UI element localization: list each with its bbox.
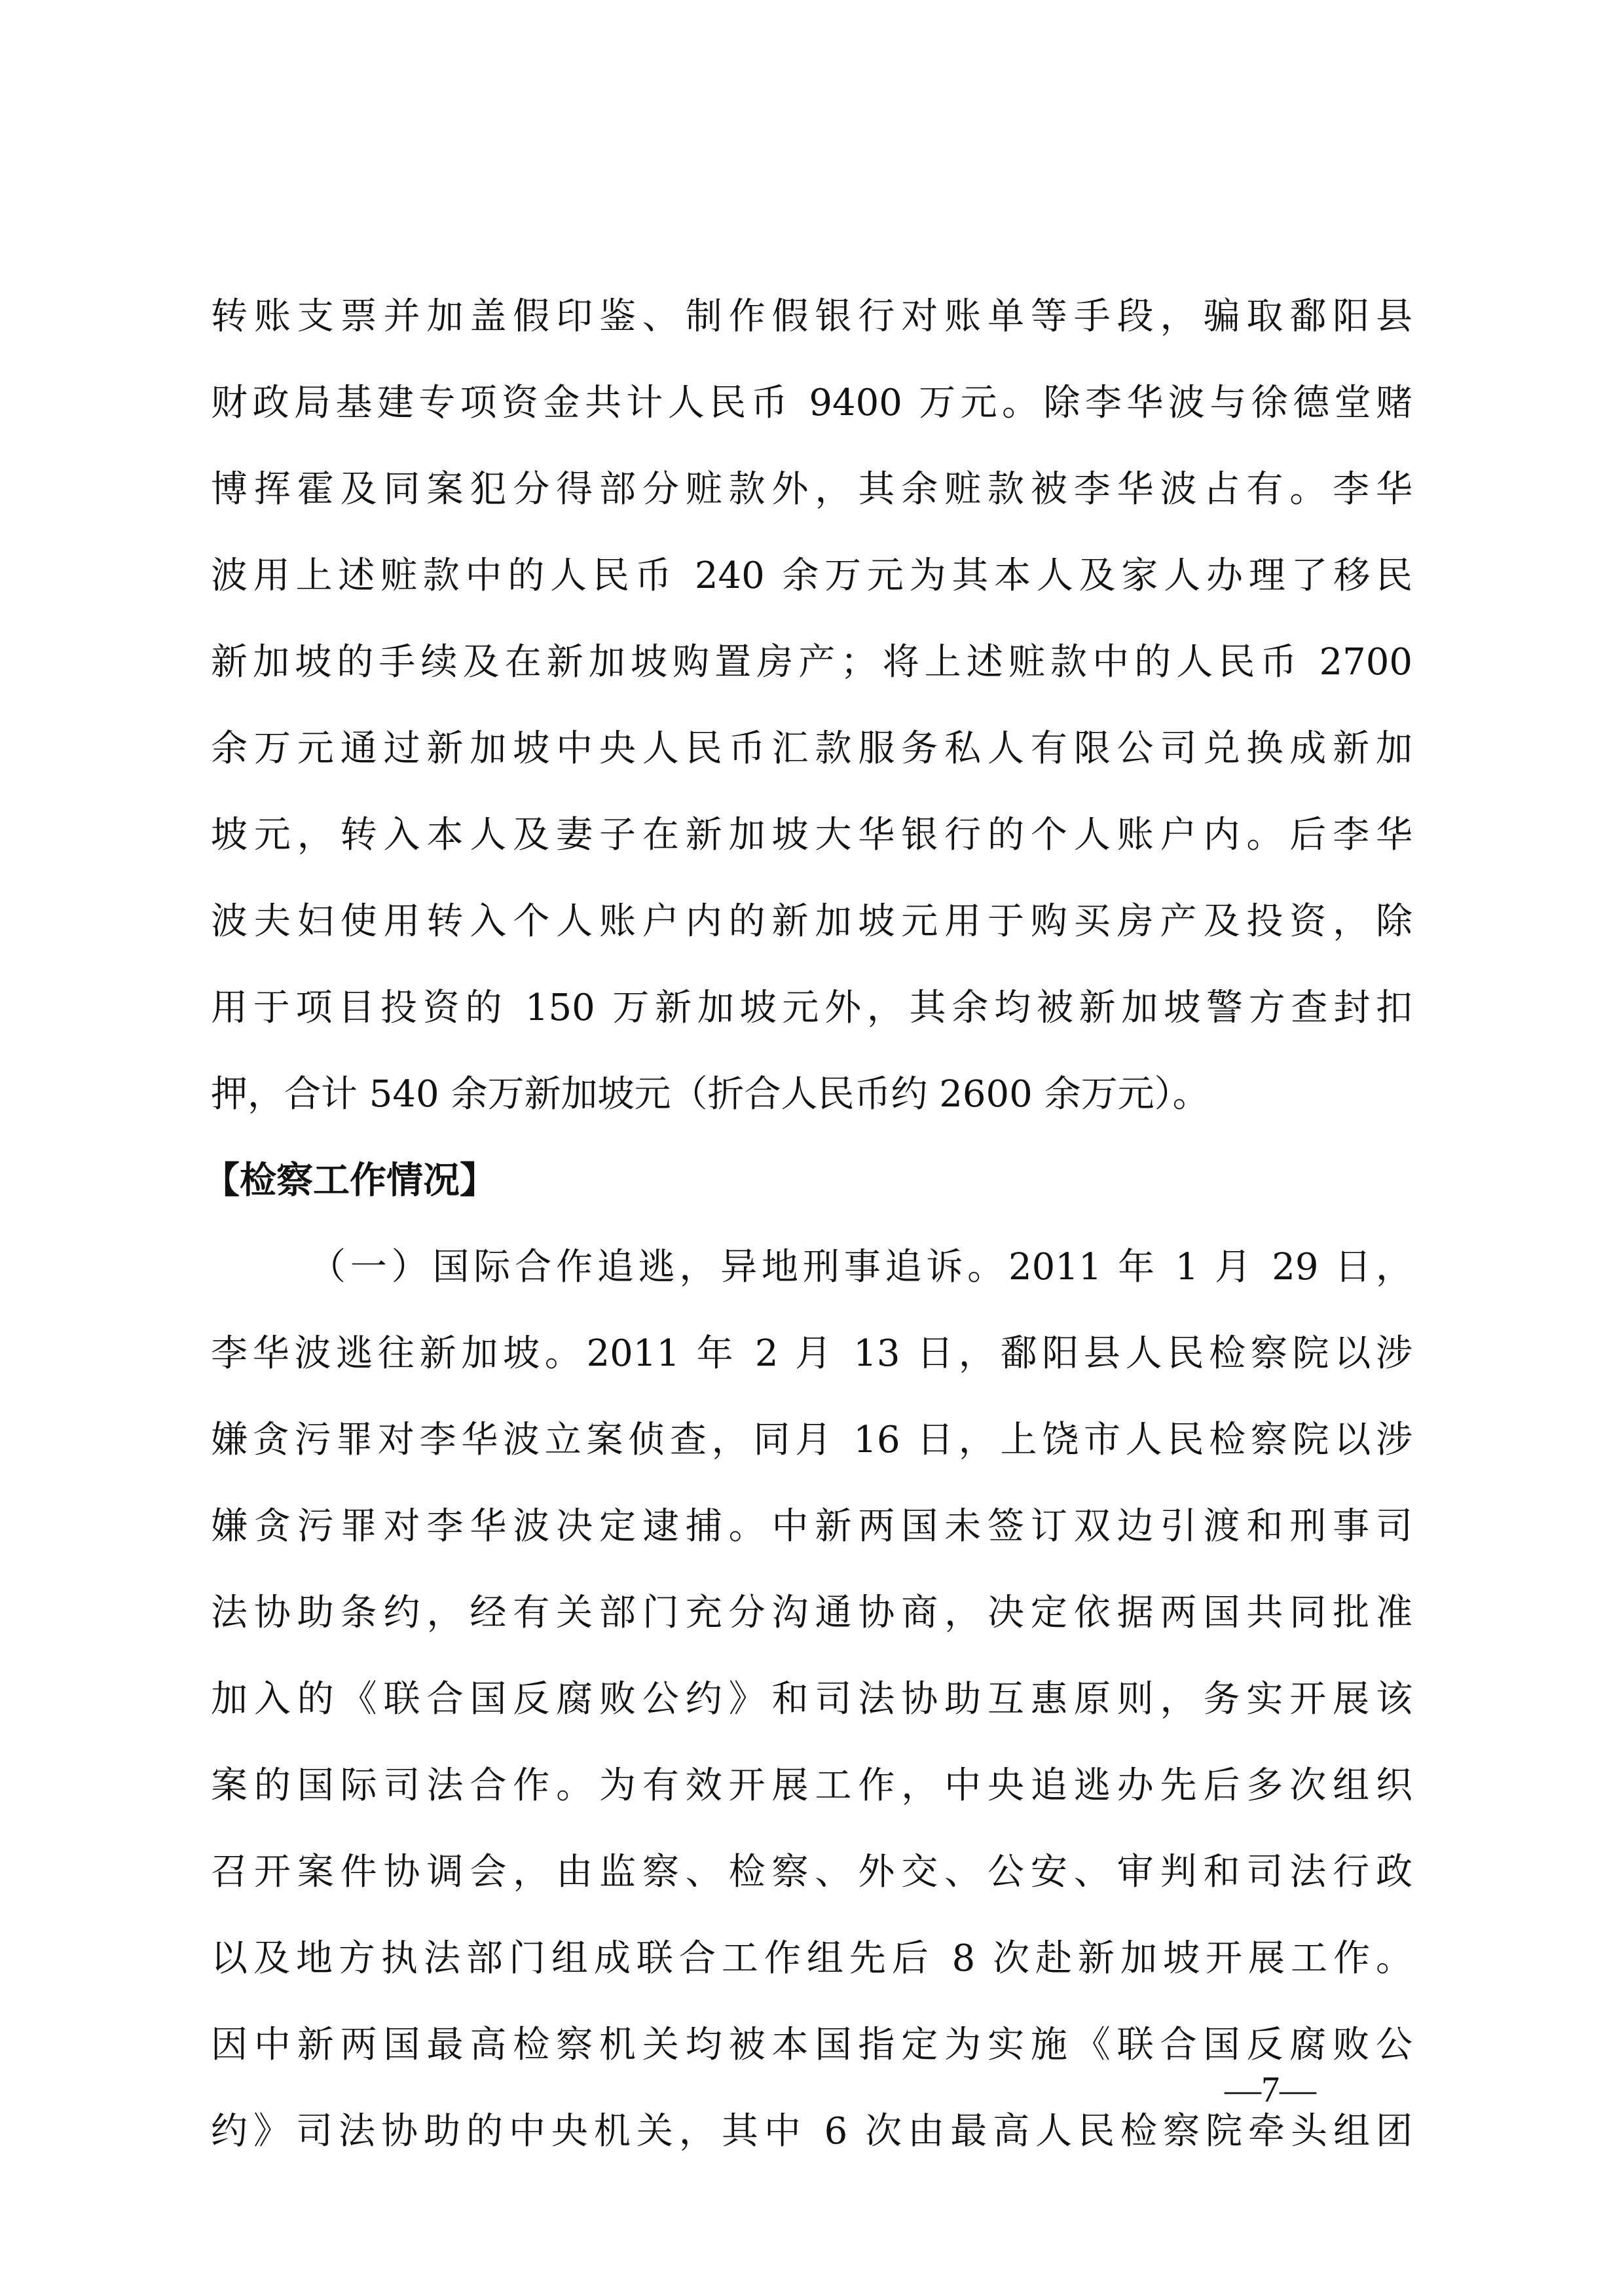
text-line: 博挥霍及同案犯分得部分赃款外，其余赃款被李华波占有。李华	[211, 468, 1412, 511]
text-line: 余万元通过新加坡中央人民币汇款服务私人有限公司兑换成新加	[211, 727, 1412, 770]
text-line: 因中新两国最高检察机关均被本国指定为实施《联合国反腐败公	[211, 2024, 1412, 2066]
text-line: 波夫妇使用转入个人账户内的新加坡元用于购买房产及投资，除	[211, 900, 1412, 943]
text-line: 案的国际司法合作。为有效开展工作，中央追逃办先后多次组织	[211, 1764, 1412, 1807]
page-number: —7—	[1225, 2069, 1316, 2110]
paragraph-procuratorial-work	[211, 1224, 1412, 2175]
text-line: 波用上述赃款中的人民币 240 余万元为其本人及家人办理了移民	[211, 555, 1412, 597]
text-line: 法协助条约，经有关部门充分沟通协商，决定依据两国共同批准	[211, 1592, 1412, 1634]
text-line-first: （一）国际合作追逃，异地刑事追诉。2011 年 1 月 29 日，	[309, 1246, 1412, 1288]
paragraph-case-facts	[211, 274, 1412, 1138]
section-heading: 【检察工作情况】	[203, 1159, 496, 1202]
text-line: 财政局基建专项资金共计人民币 9400 万元。除李华波与徐德堂赌	[211, 382, 1412, 424]
text-line: 用于项目投资的 150 万新加坡元外，其余均被新加坡警方查封扣	[211, 987, 1412, 1029]
text-line: 嫌贪污罪对李华波决定逮捕。中新两国未签订双边引渡和刑事司	[211, 1505, 1412, 1548]
text-line: 转账支票并加盖假印鉴、制作假银行对账单等手段，骗取鄱阳县	[211, 295, 1412, 338]
document-body	[203, 274, 1413, 2175]
text-line: 以及地方执法部门组成联合工作组先后 8 次赴新加坡开展工作。	[211, 1937, 1412, 1980]
text-line: 押，合计 540 余万新加坡元（折合人民币约 2600 余万元）。	[211, 1073, 1209, 1116]
text-line: 约》司法协助的中央机关，其中 6 次由最高人民检察院牵头组团	[211, 2110, 1412, 2153]
text-line: 坡元，转入本人及妻子在新加坡大华银行的个人账户内。后李华	[211, 814, 1412, 856]
text-line: 新加坡的手续及在新加坡购置房产；将上述赃款中的人民币 2700	[211, 641, 1412, 683]
text-line: 加入的《联合国反腐败公约》和司法协助互惠原则，务实开展该	[211, 1678, 1412, 1721]
text-line: 李华波逃往新加坡。2011 年 2 月 13 日，鄱阳县人民检察院以涉	[211, 1332, 1413, 1375]
text-line: 嫌贪污罪对李华波立案侦查，同月 16 日，上饶市人民检察院以涉	[211, 1419, 1412, 1461]
text-line: 召开案件协调会，由监察、检察、外交、公安、审判和司法行政	[211, 1851, 1412, 1893]
